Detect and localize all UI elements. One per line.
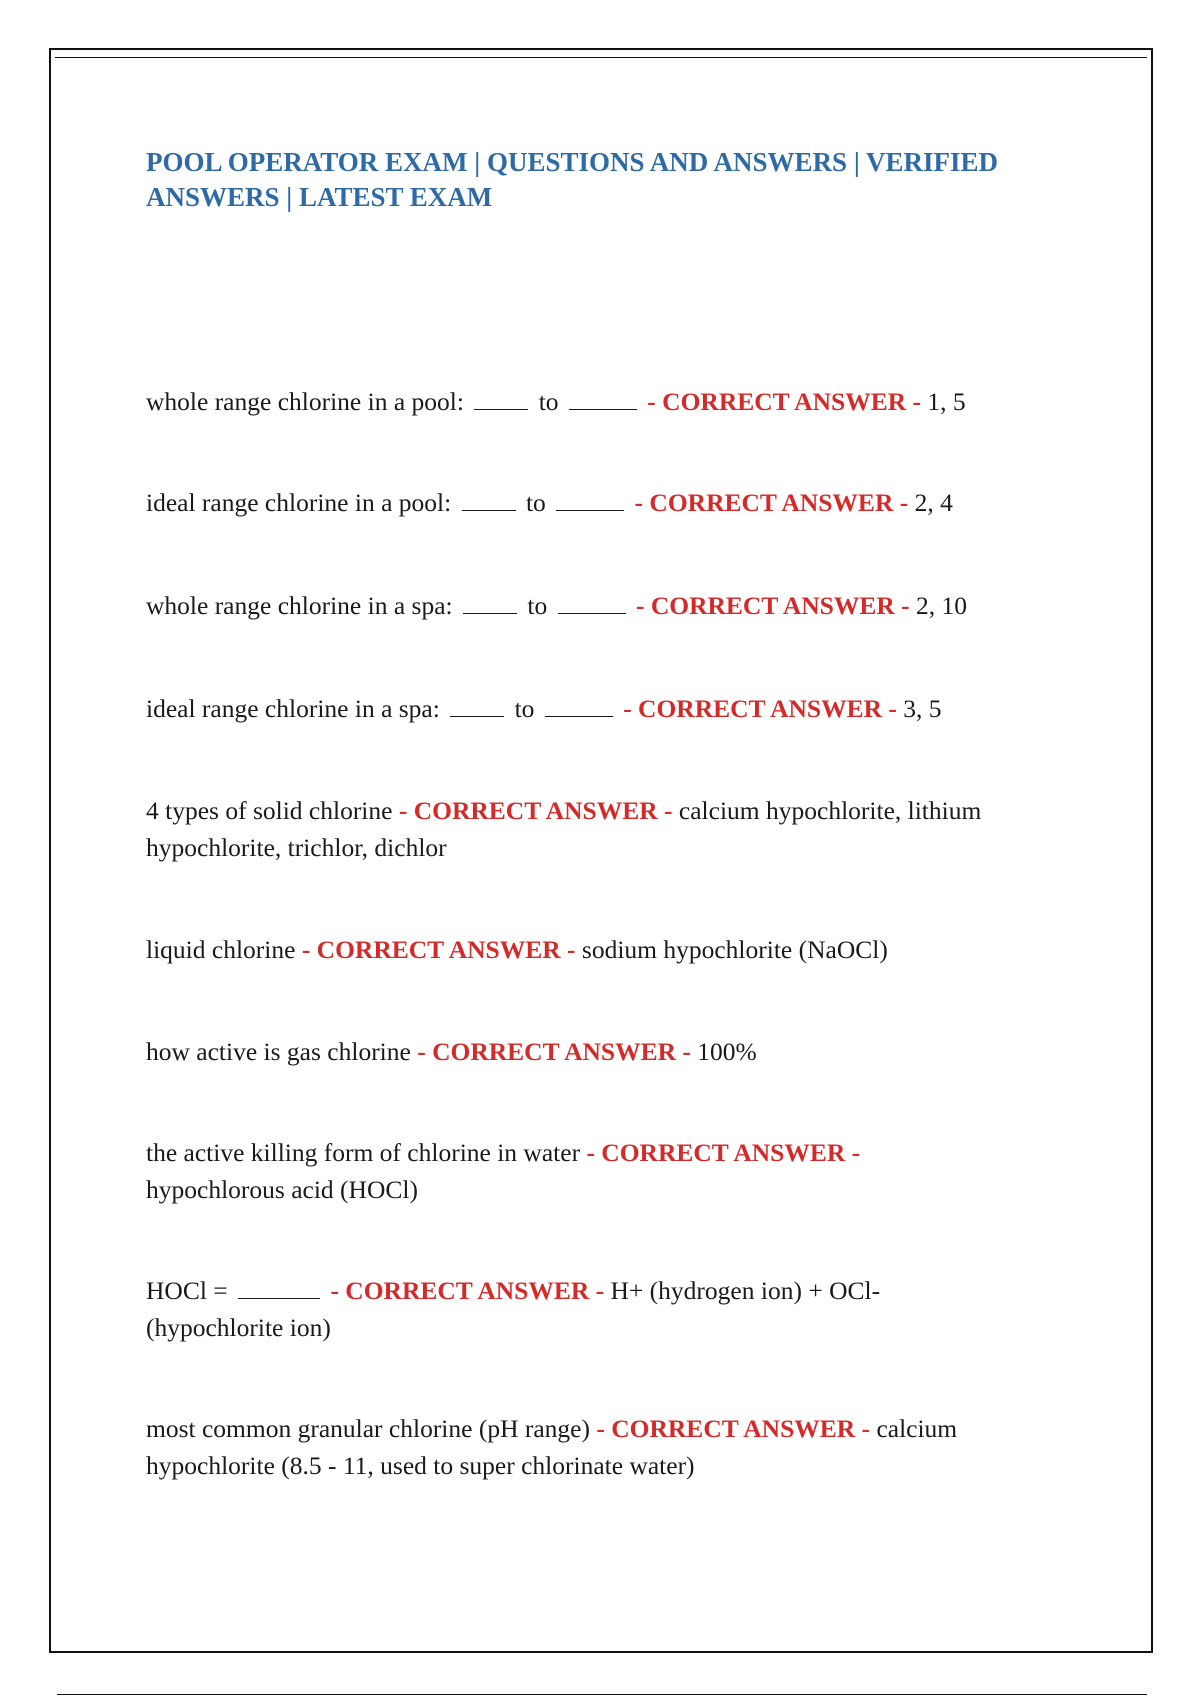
answer-blank — [558, 593, 626, 614]
qa-item — [146, 484, 1066, 521]
correct-answer-marker: - CORRECT ANSWER - — [596, 1414, 871, 1443]
correct-answer-marker: - CORRECT ANSWER - — [635, 591, 910, 620]
answer-text: calcium hypochlorite (8.5 - 11, used to super chlorinate water) — [146, 1414, 958, 1480]
correct-answer-marker: - CORRECT ANSWER - — [301, 935, 576, 964]
answer-blank — [462, 490, 516, 511]
qa-item — [146, 1033, 1066, 1070]
answer-blank — [238, 1278, 320, 1299]
question-text: most common granular chlorine (pH range) — [146, 1414, 590, 1443]
question-text: whole range chlorine in a pool: — [146, 387, 464, 416]
question-text: 4 types of solid chlorine — [146, 796, 393, 825]
document-title: POOL OPERATOR EXAM | QUESTIONS AND ANSWERS | VERIFIED ANSWERS | LATEST EXAM — [146, 147, 999, 212]
qa-item — [146, 931, 1066, 968]
correct-answer-marker: - CORRECT ANSWER - — [417, 1037, 691, 1066]
question-text: the active killing form of chlorine in water — [146, 1138, 581, 1167]
answer-blank — [545, 696, 613, 717]
correct-answer-marker: - CORRECT ANSWER - — [330, 1276, 605, 1305]
answer-blank — [450, 696, 504, 717]
answer-blank — [569, 389, 637, 410]
correct-answer-marker: - CORRECT ANSWER - — [398, 796, 673, 825]
correct-answer-marker: - CORRECT ANSWER - — [647, 387, 921, 416]
answer-blank — [474, 389, 528, 410]
qa-item — [146, 1272, 976, 1346]
answer-text: sodium hypochlorite (NaOCl) — [581, 935, 888, 964]
qa-item — [146, 383, 1066, 420]
question-text: liquid chlorine — [146, 935, 296, 964]
answer-text: calcium hypochlorite, lithium hypochlorite, trichlor, dichlor — [146, 796, 982, 862]
qa-item — [146, 587, 1066, 624]
correct-answer-marker: - CORRECT ANSWER - — [634, 488, 909, 517]
answer-text: 2, 4 — [914, 488, 953, 517]
qa-item — [146, 690, 1066, 727]
answer-blank — [556, 490, 624, 511]
question-text: to — [525, 488, 546, 517]
answer-blank — [463, 593, 517, 614]
answer-text: 100% — [697, 1037, 757, 1066]
answer-text: hypochlorous acid (HOCl) — [146, 1175, 418, 1204]
question-text: to — [538, 387, 559, 416]
answer-text: 3, 5 — [903, 694, 942, 723]
question-text: HOCl = — [146, 1276, 228, 1305]
qa-item — [146, 792, 1026, 866]
correct-answer-marker: - CORRECT ANSWER - — [623, 694, 897, 723]
answer-text: 2, 10 — [916, 591, 968, 620]
answer-text: H+ (hydrogen ion) + OCl- (hypochlorite ion) — [146, 1276, 881, 1342]
question-text: ideal range chlorine in a pool: — [146, 488, 452, 517]
answer-text: 1, 5 — [927, 387, 966, 416]
correct-answer-marker: - CORRECT ANSWER - — [586, 1138, 861, 1167]
question-text: how active is gas chlorine — [146, 1037, 411, 1066]
page-border-inner-line — [55, 57, 1147, 58]
question-text: to — [514, 694, 535, 723]
page-bottom-rule — [57, 1694, 1147, 1695]
question-text: ideal range chlorine in a spa: — [146, 694, 440, 723]
qa-item — [146, 1410, 1066, 1484]
question-text: whole range chlorine in a spa: — [146, 591, 453, 620]
question-text: to — [527, 591, 548, 620]
qa-item — [146, 1134, 966, 1208]
